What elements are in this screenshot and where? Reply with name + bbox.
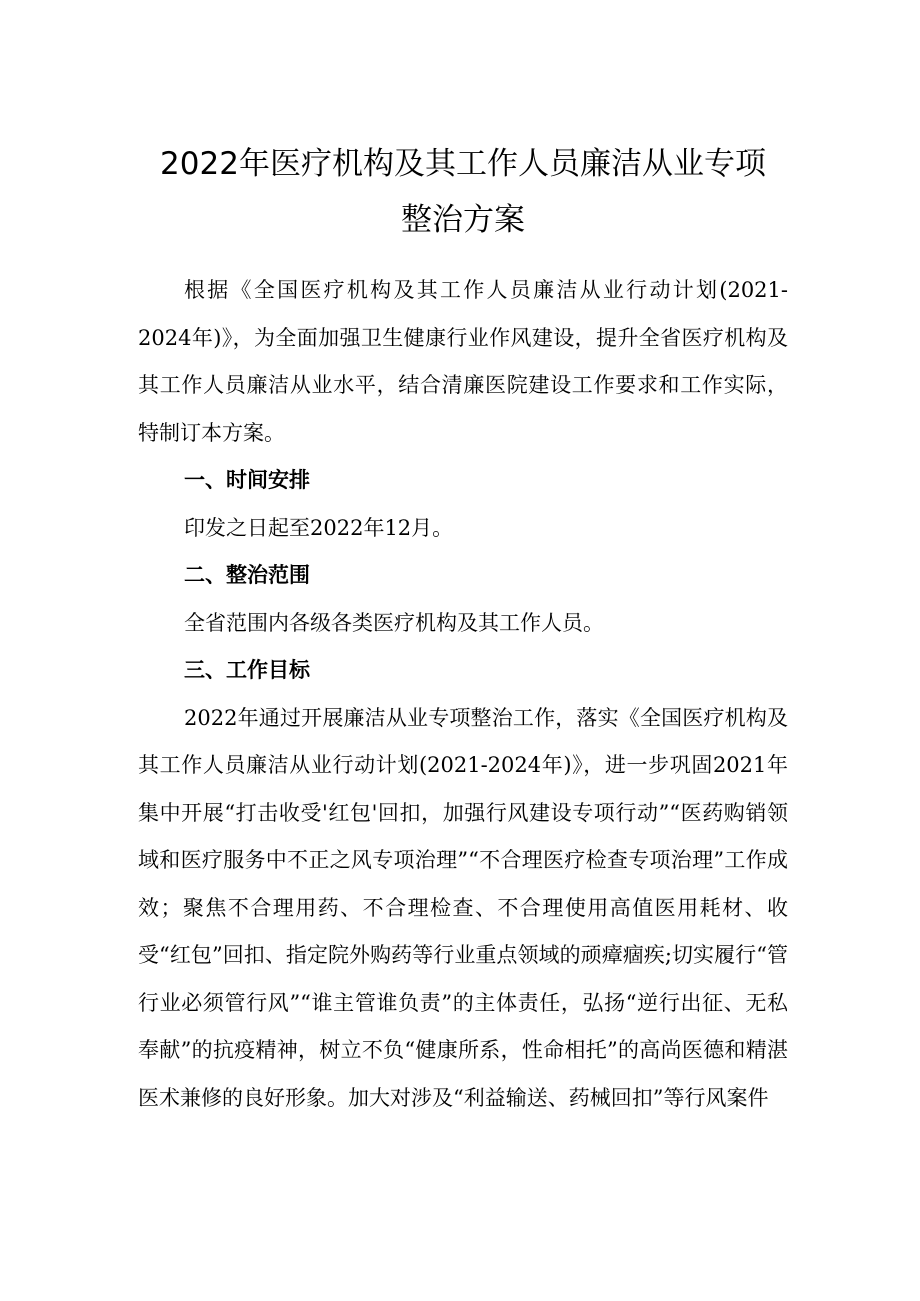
document-title [138, 136, 788, 248]
section-heading-schedule: 一、时间安排 [184, 468, 310, 492]
title-line-1: 2022年医疗机构及其工作人员廉洁从业专项 [160, 146, 766, 182]
document-body [138, 267, 788, 1122]
intro-paragraph: 根据《全国医疗机构及其工作人员廉洁从业行动计划(2021-2024年)》，为全面加强卫生健康行业作风建设，提升全省医疗机构及其工作人员廉洁从业水平，结合清廉医院建设工作要求和工作实际，特制订本方案。 [138, 278, 788, 445]
section-text-goals: 2022年通过开展廉洁从业专项整治工作，落实《全国医疗机构及其工作人员廉洁从业行动计划(2021-2024年)》，进一步巩固2021年集中开展“打击收受'红包'回扣，加强行风建设专项行动”“医药购销领域和医疗服务中不正之风专项治理”“不合理医疗检查专项治理”工作成效；聚焦不合理用药、不合理检查、不合理使用高值医用耗材、收受“红包”回扣、指定院外购药等行业重点领域的顽瘴痼疾;切实履行“管行业必须管行风”“谁主管谁负责”的主体责任，弘扬“逆行出征、无私奉献”的抗疫精神，树立不负“健康所系，性命相托”的高尚医德和精湛医术兼修的良好形象。加大对涉及“利益输送、药械回扣”等行风案件 [138, 705, 788, 1110]
section-text-scope: 全省范围内各级各类医疗机构及其工作人员。 [184, 610, 604, 635]
title-line-2: 整治方案 [401, 202, 525, 238]
section-heading-scope: 二、整治范围 [184, 563, 310, 587]
section-text-schedule: 印发之日起至2022年12月。 [184, 515, 454, 540]
section-heading-goals: 三、工作目标 [184, 658, 310, 682]
